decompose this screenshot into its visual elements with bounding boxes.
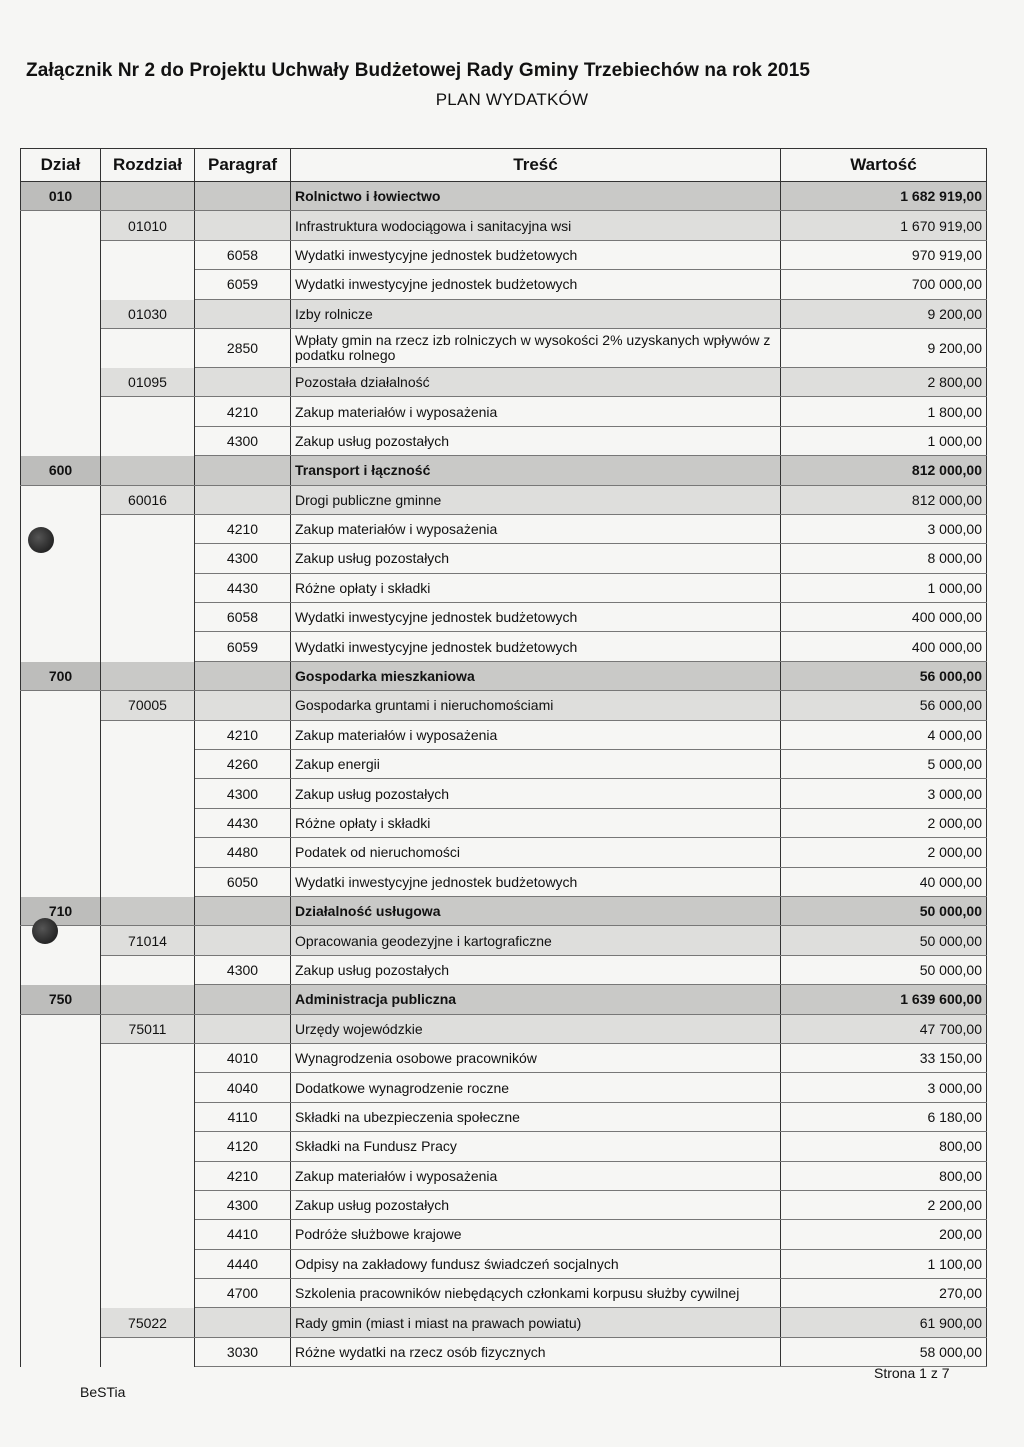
cell-wartosc: 2 800,00 — [781, 367, 987, 396]
cell-dzial — [21, 485, 101, 514]
cell-dzial — [21, 632, 101, 661]
table-row-par — [21, 1043, 987, 1072]
cell-tresc: Działalność usługowa — [291, 896, 781, 925]
cell-paragraf: 6050 — [195, 867, 291, 896]
cell-wartosc: 2 000,00 — [781, 838, 987, 867]
column-header-wartosc: Wartość — [781, 149, 987, 182]
cell-rozdzial: 71014 — [101, 926, 195, 955]
cell-wartosc: 4 000,00 — [781, 720, 987, 749]
cell-paragraf: 4260 — [195, 750, 291, 779]
cell-rozdzial — [101, 750, 195, 779]
cell-tresc: Wydatki inwestycyjne jednostek budżetowych — [291, 603, 781, 632]
cell-wartosc: 400 000,00 — [781, 632, 987, 661]
cell-tresc: Rolnictwo i łowiectwo — [291, 182, 781, 211]
cell-wartosc: 33 150,00 — [781, 1043, 987, 1072]
cell-dzial: 750 — [21, 985, 101, 1014]
cell-paragraf: 3030 — [195, 1337, 291, 1366]
table-row-par — [21, 1220, 987, 1249]
cell-tresc: Szkolenia pracowników niebędących członkami korpusu służby cywilnej — [291, 1279, 781, 1308]
cell-wartosc: 800,00 — [781, 1132, 987, 1161]
cell-paragraf — [195, 299, 291, 328]
table-row-rozdz — [21, 211, 987, 240]
cell-rozdzial — [101, 896, 195, 925]
cell-rozdzial: 01095 — [101, 367, 195, 396]
cell-paragraf: 4300 — [195, 1190, 291, 1219]
cell-dzial: 600 — [21, 456, 101, 485]
document-title: Załącznik Nr 2 do Projektu Uchwały Budżetowej Rady Gminy Trzebiechów na rok 2015 — [26, 60, 811, 81]
cell-tresc: Gospodarka mieszkaniowa — [291, 661, 781, 690]
cell-tresc: Zakup usług pozostałych — [291, 955, 781, 984]
cell-rozdzial — [101, 808, 195, 837]
cell-rozdzial — [101, 270, 195, 299]
cell-tresc: Zakup materiałów i wyposażenia — [291, 1161, 781, 1190]
cell-wartosc: 1 682 919,00 — [781, 182, 987, 211]
cell-rozdzial — [101, 779, 195, 808]
cell-paragraf: 4210 — [195, 1161, 291, 1190]
cell-paragraf: 6058 — [195, 603, 291, 632]
cell-dzial: 010 — [21, 182, 101, 211]
cell-rozdzial — [101, 544, 195, 573]
table-row-par — [21, 514, 987, 543]
cell-tresc: Rady gmin (miast i miast na prawach powiatu) — [291, 1308, 781, 1337]
table-row-par — [21, 955, 987, 984]
cell-rozdzial: 70005 — [101, 691, 195, 720]
cell-rozdzial — [101, 1132, 195, 1161]
cell-paragraf — [195, 691, 291, 720]
table-row-par — [21, 750, 987, 779]
cell-dzial — [21, 1161, 101, 1190]
cell-tresc: Wpłaty gmin na rzecz izb rolniczych w wysokości 2% uzyskanych wpływów z podatku rolnego — [291, 328, 781, 367]
cell-tresc: Różne wydatki na rzecz osób fizycznych — [291, 1337, 781, 1366]
cell-wartosc: 270,00 — [781, 1279, 987, 1308]
cell-wartosc: 50 000,00 — [781, 955, 987, 984]
cell-rozdzial — [101, 426, 195, 455]
cell-paragraf: 2850 — [195, 328, 291, 367]
cell-dzial — [21, 299, 101, 328]
cell-dzial — [21, 270, 101, 299]
cell-wartosc: 2 200,00 — [781, 1190, 987, 1219]
cell-tresc: Podróże służbowe krajowe — [291, 1220, 781, 1249]
cell-dzial — [21, 691, 101, 720]
cell-wartosc: 5 000,00 — [781, 750, 987, 779]
cell-wartosc: 3 000,00 — [781, 1073, 987, 1102]
table-row-par — [21, 1073, 987, 1102]
cell-rozdzial: 75011 — [101, 1014, 195, 1043]
cell-paragraf — [195, 485, 291, 514]
cell-paragraf: 6058 — [195, 240, 291, 269]
cell-wartosc: 800,00 — [781, 1161, 987, 1190]
cell-rozdzial — [101, 1043, 195, 1072]
cell-tresc: Składki na Fundusz Pracy — [291, 1132, 781, 1161]
table-row-dzial — [21, 896, 987, 925]
cell-tresc: Zakup usług pozostałych — [291, 544, 781, 573]
table-row-par — [21, 240, 987, 269]
cell-wartosc: 1 670 919,00 — [781, 211, 987, 240]
cell-wartosc: 47 700,00 — [781, 1014, 987, 1043]
cell-paragraf: 4210 — [195, 397, 291, 426]
punch-hole-mark — [28, 527, 54, 553]
table-row-dzial — [21, 456, 987, 485]
cell-paragraf — [195, 926, 291, 955]
table-row-par — [21, 603, 987, 632]
cell-tresc: Składki na ubezpieczenia społeczne — [291, 1102, 781, 1131]
document-subtitle: PLAN WYDATKÓW — [435, 90, 589, 109]
cell-dzial — [21, 867, 101, 896]
cell-dzial: 710 — [21, 896, 101, 925]
table-row-dzial — [21, 661, 987, 690]
cell-wartosc: 9 200,00 — [781, 299, 987, 328]
cell-rozdzial: 75022 — [101, 1308, 195, 1337]
cell-wartosc: 40 000,00 — [781, 867, 987, 896]
cell-rozdzial — [101, 1073, 195, 1102]
cell-tresc: Zakup materiałów i wyposażenia — [291, 720, 781, 749]
table-row-par — [21, 808, 987, 837]
cell-wartosc: 9 200,00 — [781, 328, 987, 367]
cell-wartosc: 970 919,00 — [781, 240, 987, 269]
cell-dzial — [21, 367, 101, 396]
cell-rozdzial — [101, 328, 195, 367]
table-row-par — [21, 426, 987, 455]
table-row-par — [21, 1190, 987, 1219]
cell-tresc: Dodatkowe wynagrodzenie roczne — [291, 1073, 781, 1102]
cell-dzial — [21, 1073, 101, 1102]
cell-rozdzial — [101, 1102, 195, 1131]
cell-dzial — [21, 1132, 101, 1161]
column-header-rozdzial: Rozdział — [101, 149, 195, 182]
cell-tresc: Gospodarka gruntami i nieruchomościami — [291, 691, 781, 720]
column-header-tresc: Treść — [291, 149, 781, 182]
cell-tresc: Wydatki inwestycyjne jednostek budżetowych — [291, 270, 781, 299]
cell-paragraf — [195, 367, 291, 396]
table-row-par — [21, 328, 987, 367]
cell-tresc: Różne opłaty i składki — [291, 808, 781, 837]
cell-rozdzial — [101, 1279, 195, 1308]
table-row-dzial — [21, 985, 987, 1014]
table-row-par — [21, 1161, 987, 1190]
cell-tresc: Różne opłaty i składki — [291, 573, 781, 602]
cell-dzial — [21, 1102, 101, 1131]
cell-rozdzial — [101, 1161, 195, 1190]
cell-tresc: Odpisy na zakładowy fundusz świadczeń socjalnych — [291, 1249, 781, 1278]
cell-dzial — [21, 573, 101, 602]
cell-paragraf: 4700 — [195, 1279, 291, 1308]
cell-tresc: Zakup materiałów i wyposażenia — [291, 397, 781, 426]
table-row-rozdz — [21, 1014, 987, 1043]
column-header-dzial: Dział — [21, 149, 101, 182]
cell-tresc: Opracowania geodezyjne i kartograficzne — [291, 926, 781, 955]
cell-paragraf — [195, 211, 291, 240]
cell-rozdzial — [101, 838, 195, 867]
cell-tresc: Transport i łączność — [291, 456, 781, 485]
cell-wartosc: 56 000,00 — [781, 691, 987, 720]
cell-rozdzial — [101, 661, 195, 690]
table-row-rozdz — [21, 926, 987, 955]
cell-dzial — [21, 955, 101, 984]
cell-rozdzial — [101, 240, 195, 269]
cell-dzial — [21, 720, 101, 749]
cell-dzial — [21, 211, 101, 240]
cell-paragraf — [195, 661, 291, 690]
cell-paragraf — [195, 985, 291, 1014]
cell-wartosc: 812 000,00 — [781, 456, 987, 485]
cell-paragraf: 4430 — [195, 808, 291, 837]
cell-paragraf — [195, 456, 291, 485]
cell-wartosc: 56 000,00 — [781, 661, 987, 690]
cell-paragraf: 4010 — [195, 1043, 291, 1072]
punch-hole-mark — [32, 918, 58, 944]
cell-wartosc: 700 000,00 — [781, 270, 987, 299]
cell-rozdzial — [101, 867, 195, 896]
table-row-rozdz — [21, 1308, 987, 1337]
table-row-par — [21, 1337, 987, 1366]
cell-wartosc: 1 639 600,00 — [781, 985, 987, 1014]
cell-paragraf: 4210 — [195, 514, 291, 543]
table-row-par — [21, 270, 987, 299]
cell-tresc: Zakup usług pozostałych — [291, 426, 781, 455]
table-row-par — [21, 838, 987, 867]
cell-paragraf: 6059 — [195, 270, 291, 299]
cell-paragraf: 4040 — [195, 1073, 291, 1102]
cell-rozdzial: 01030 — [101, 299, 195, 328]
cell-paragraf — [195, 1308, 291, 1337]
cell-rozdzial — [101, 632, 195, 661]
cell-dzial: 700 — [21, 661, 101, 690]
cell-rozdzial — [101, 985, 195, 1014]
cell-rozdzial: 01010 — [101, 211, 195, 240]
cell-wartosc: 812 000,00 — [781, 485, 987, 514]
cell-tresc: Pozostała działalność — [291, 367, 781, 396]
cell-dzial — [21, 1337, 101, 1366]
cell-dzial — [21, 240, 101, 269]
cell-dzial — [21, 603, 101, 632]
table-row-par — [21, 632, 987, 661]
cell-rozdzial — [101, 1337, 195, 1366]
cell-tresc: Izby rolnicze — [291, 299, 781, 328]
cell-dzial — [21, 328, 101, 367]
cell-dzial — [21, 1279, 101, 1308]
cell-tresc: Urzędy wojewódzkie — [291, 1014, 781, 1043]
cell-rozdzial — [101, 955, 195, 984]
cell-tresc: Drogi publiczne gminne — [291, 485, 781, 514]
cell-dzial — [21, 808, 101, 837]
table-row-dzial — [21, 182, 987, 211]
table-header-row — [21, 149, 987, 182]
table-row-par — [21, 720, 987, 749]
cell-paragraf: 4300 — [195, 426, 291, 455]
column-header-paragraf: Paragraf — [195, 149, 291, 182]
cell-paragraf — [195, 182, 291, 211]
cell-tresc: Zakup energii — [291, 750, 781, 779]
cell-rozdzial — [101, 603, 195, 632]
cell-rozdzial — [101, 397, 195, 426]
cell-wartosc: 50 000,00 — [781, 896, 987, 925]
cell-tresc: Podatek od nieruchomości — [291, 838, 781, 867]
cell-wartosc: 6 180,00 — [781, 1102, 987, 1131]
cell-wartosc: 1 000,00 — [781, 426, 987, 455]
footer-software-label: BeSTia — [80, 1384, 126, 1400]
cell-tresc: Wydatki inwestycyjne jednostek budżetowych — [291, 632, 781, 661]
cell-dzial — [21, 1190, 101, 1219]
cell-tresc: Zakup materiałów i wyposażenia — [291, 514, 781, 543]
cell-rozdzial — [101, 573, 195, 602]
cell-paragraf: 4480 — [195, 838, 291, 867]
cell-tresc: Wynagrodzenia osobowe pracowników — [291, 1043, 781, 1072]
cell-rozdzial — [101, 182, 195, 211]
table-row-par — [21, 1102, 987, 1131]
cell-wartosc: 1 000,00 — [781, 573, 987, 602]
cell-paragraf: 4430 — [195, 573, 291, 602]
cell-paragraf — [195, 896, 291, 925]
cell-paragraf: 4210 — [195, 720, 291, 749]
cell-rozdzial — [101, 720, 195, 749]
cell-tresc: Wydatki inwestycyjne jednostek budżetowych — [291, 240, 781, 269]
cell-paragraf: 4110 — [195, 1102, 291, 1131]
table-row-rozdz — [21, 299, 987, 328]
cell-wartosc: 3 000,00 — [781, 779, 987, 808]
expenditure-table — [20, 148, 987, 1367]
cell-dzial — [21, 750, 101, 779]
cell-wartosc: 1 800,00 — [781, 397, 987, 426]
cell-rozdzial — [101, 514, 195, 543]
cell-dzial — [21, 426, 101, 455]
cell-wartosc: 200,00 — [781, 1220, 987, 1249]
cell-dzial — [21, 1220, 101, 1249]
cell-dzial — [21, 1014, 101, 1043]
cell-paragraf: 4440 — [195, 1249, 291, 1278]
cell-paragraf: 6059 — [195, 632, 291, 661]
table-row-par — [21, 779, 987, 808]
cell-paragraf: 4120 — [195, 1132, 291, 1161]
expenditure-table-container — [20, 148, 986, 1367]
cell-tresc: Infrastruktura wodociągowa i sanitacyjna wsi — [291, 211, 781, 240]
cell-paragraf: 4410 — [195, 1220, 291, 1249]
cell-dzial — [21, 397, 101, 426]
table-row-rozdz — [21, 691, 987, 720]
table-row-rozdz — [21, 485, 987, 514]
cell-wartosc: 61 900,00 — [781, 1308, 987, 1337]
footer-page-number: Strona 1 z 7 — [874, 1365, 950, 1381]
cell-rozdzial — [101, 1249, 195, 1278]
table-row-par — [21, 1279, 987, 1308]
table-row-par — [21, 1132, 987, 1161]
cell-wartosc: 400 000,00 — [781, 603, 987, 632]
cell-tresc: Administracja publiczna — [291, 985, 781, 1014]
cell-dzial — [21, 1249, 101, 1278]
table-body — [21, 182, 987, 1367]
cell-tresc: Zakup usług pozostałych — [291, 779, 781, 808]
cell-wartosc: 8 000,00 — [781, 544, 987, 573]
cell-rozdzial — [101, 1220, 195, 1249]
cell-rozdzial — [101, 456, 195, 485]
cell-rozdzial — [101, 1190, 195, 1219]
cell-dzial — [21, 838, 101, 867]
cell-paragraf — [195, 1014, 291, 1043]
cell-wartosc: 1 100,00 — [781, 1249, 987, 1278]
cell-dzial — [21, 779, 101, 808]
cell-paragraf: 4300 — [195, 544, 291, 573]
cell-dzial — [21, 1043, 101, 1072]
cell-wartosc: 50 000,00 — [781, 926, 987, 955]
cell-paragraf: 4300 — [195, 779, 291, 808]
cell-rozdzial: 60016 — [101, 485, 195, 514]
cell-wartosc: 58 000,00 — [781, 1337, 987, 1366]
table-row-par — [21, 1249, 987, 1278]
table-row-par — [21, 573, 987, 602]
cell-wartosc: 2 000,00 — [781, 808, 987, 837]
table-row-par — [21, 867, 987, 896]
cell-tresc: Wydatki inwestycyjne jednostek budżetowych — [291, 867, 781, 896]
cell-dzial — [21, 1308, 101, 1337]
table-row-par — [21, 397, 987, 426]
table-row-par — [21, 544, 987, 573]
cell-tresc: Zakup usług pozostałych — [291, 1190, 781, 1219]
table-row-rozdz — [21, 367, 987, 396]
cell-wartosc: 3 000,00 — [781, 514, 987, 543]
cell-paragraf: 4300 — [195, 955, 291, 984]
